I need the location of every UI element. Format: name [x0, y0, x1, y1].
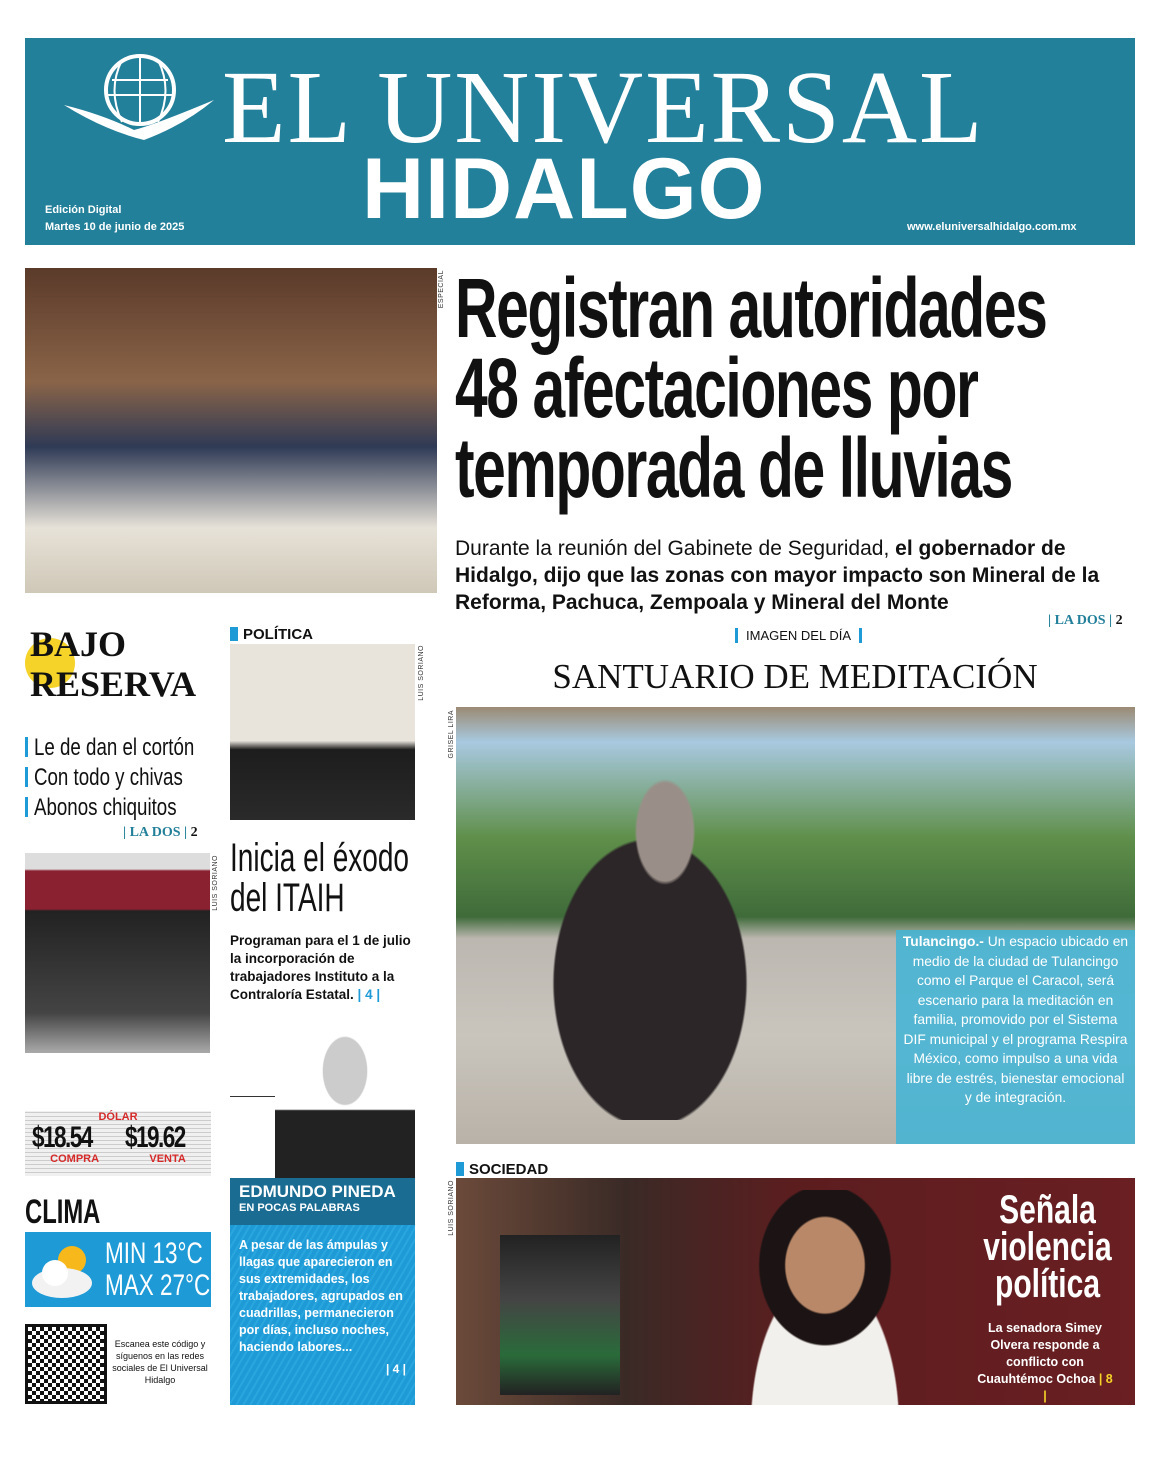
title-line: RESERVA — [30, 664, 197, 704]
edition-label: Edición Digital — [45, 204, 122, 216]
lead-page-ref[interactable] — [1048, 613, 1123, 629]
imagen-dia-caption — [896, 930, 1135, 1144]
page-ref[interactable]: | 4 | — [357, 987, 381, 1002]
caption-bold: Tulancingo.- — [902, 934, 984, 949]
page-ref[interactable]: | 4 | — [385, 1362, 406, 1376]
column-body: A pesar de las ámpulas y llagas que aparecieron en sus extremidades, los trabajadores, agrupados en cuadrillas, permanecieron por días, incluso noches, haciendo labores... — [239, 1238, 403, 1354]
bajo-reserva-list — [25, 733, 240, 823]
itaih-photo — [230, 644, 415, 820]
section-sociedad[interactable]: SOCIEDAD — [456, 1161, 548, 1178]
columnist-photo — [275, 1025, 415, 1178]
clima-max: MAX 27°C — [105, 1269, 211, 1302]
ref-label: | LA DOS | — [123, 825, 188, 840]
column-box[interactable] — [230, 1178, 415, 1405]
dek-text: Durante la reunión del Gabinete de Seguridad, — [455, 537, 896, 560]
column-author: EDMUNDO PINEDA — [239, 1182, 396, 1201]
list-item[interactable]: Con todo y chivas — [25, 763, 240, 793]
page-ref[interactable]: | 8 | — [1043, 1372, 1113, 1403]
qr-code[interactable] — [25, 1324, 107, 1404]
ref-label: | LA DOS | — [1048, 613, 1113, 628]
person-silhouette — [500, 760, 800, 1120]
compra-label: COMPRA — [50, 1153, 100, 1165]
photo-credit: LUIS SORIANO — [418, 645, 425, 701]
qr-text: Escanea este código y síguenos en las redes sociales de El Universal Hidalgo — [112, 1339, 208, 1385]
bajo-reserva-page-ref[interactable] — [123, 825, 198, 841]
divider — [230, 1096, 275, 1097]
imagen-dia-label: IMAGEN DEL DÍA — [735, 628, 862, 643]
photo-credit: GRISEL LIRA — [448, 710, 455, 759]
list-item[interactable]: Le de dan el cortón — [25, 733, 240, 763]
senator-figure — [710, 1190, 940, 1405]
caption-text: Un espacio ubicado en medio de la ciudad de Tulancingo como el Parque el Caracol, será escenario para la meditación en familia, promovido por el Sistema DIF municipal y el programa Respira México, como impulso a una vida libre de estrés, bienestar emocional y de integración. — [903, 934, 1129, 1105]
headline-line: temporada de lluvias — [455, 421, 1012, 515]
website-link[interactable]: www.eluniversalhidalgo.com.mx — [907, 221, 1077, 233]
imagen-dia-title[interactable]: SANTUARIO DE MEDITACIÓN — [552, 657, 1038, 696]
masthead-title: EL UNIVERSAL — [222, 50, 985, 165]
venta-value: $19.62 — [124, 1121, 185, 1154]
lead-photo — [25, 268, 437, 593]
politica-body: Programan para el 1 de julio la incorporación de trabajadores Instituto a la Contraloría Estatal. | 4 | — [230, 933, 411, 1002]
list-item[interactable]: Abonos chiquitos — [25, 793, 240, 823]
masthead-subtitle: HIDALGO — [362, 141, 766, 237]
ref-page: 2 — [1115, 613, 1123, 628]
photo-credit: LUIS SORIANO — [448, 1180, 455, 1236]
clima-title: CLIMA — [25, 1193, 101, 1231]
column-name: EN POCAS PALABRAS — [239, 1202, 360, 1214]
venta-label: VENTA — [149, 1153, 186, 1165]
section-politica[interactable]: POLÍTICA — [230, 626, 313, 643]
morena-photo — [25, 853, 210, 1053]
title-line: BAJO — [30, 624, 127, 664]
politica-headline[interactable]: Inicia el éxodo del ITAIH — [230, 836, 410, 920]
dolar-box — [25, 1111, 211, 1176]
portrait-frame — [500, 1235, 620, 1395]
sun-cloud-icon — [27, 1238, 102, 1303]
dolar-label: DÓLAR — [98, 1111, 138, 1123]
compra-value: $18.54 — [31, 1121, 92, 1154]
bajo-reserva-title — [30, 624, 196, 704]
lead-headline[interactable] — [455, 261, 1160, 515]
globe-eagle-logo — [62, 50, 217, 145]
clima-min: MIN 13°C — [105, 1237, 203, 1270]
headline-line: Registran autoridades — [455, 261, 1047, 355]
headline-line: 48 afectaciones por — [455, 341, 978, 435]
clima-box — [25, 1232, 211, 1307]
dek-bold: el gobernador de Hidalgo, dijo que las zonas con mayor impacto son Mineral de la Reforma, Pachuca, Zempoala y Mineral del Monte — [455, 537, 1100, 614]
sociedad-headline[interactable]: Señala violencia política — [983, 1188, 1112, 1306]
photo-credit: ESPECIAL — [438, 270, 445, 309]
ref-page: 2 — [190, 825, 198, 840]
edition-date: Martes 10 de junio de 2025 — [45, 221, 185, 233]
sociedad-body: La senadora Simey Olvera responde a conflicto con Cuauhtémoc Ochoa | 8 | — [977, 1321, 1113, 1403]
photo-credit: LUIS SORIANO — [212, 855, 219, 911]
lead-dek — [455, 535, 1140, 616]
